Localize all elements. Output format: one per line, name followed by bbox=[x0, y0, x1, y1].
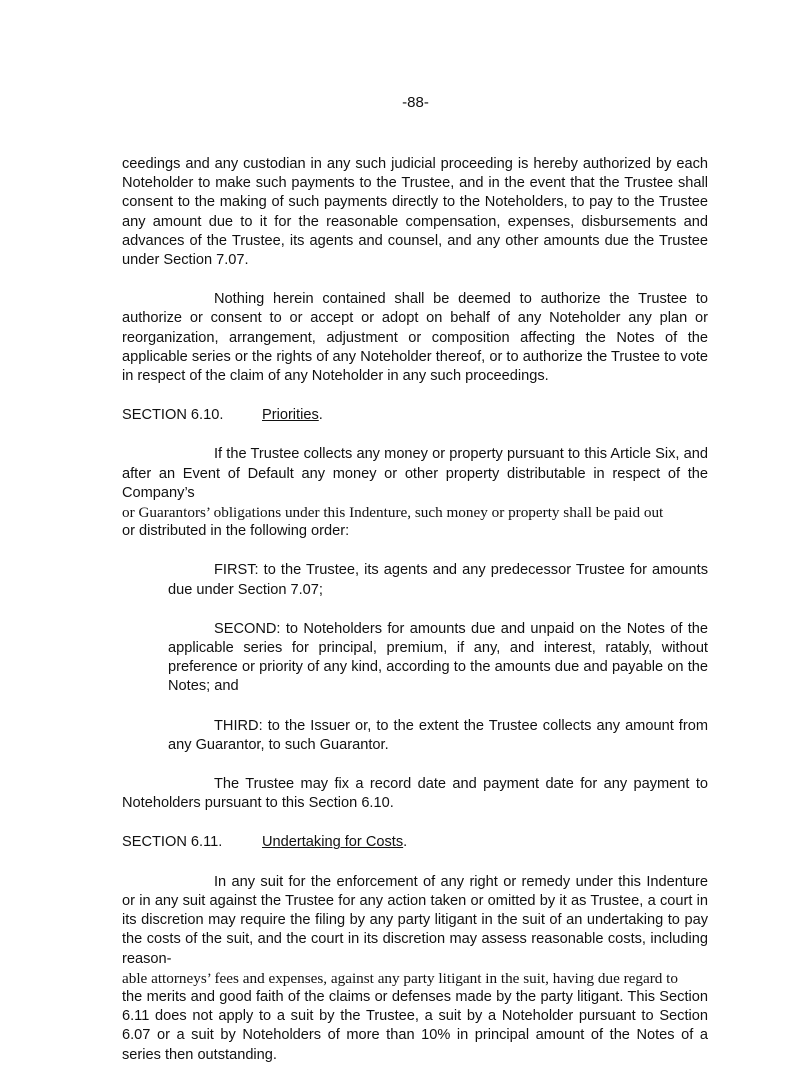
undertaking-text-part-1: In any suit for the enforcement of any right or remedy under this Indenture or in any suit against the Trustee for any action taken or omitted by it as Trustee, a court in its discretion may require the filing by any party litigant in the suit of an undertaking to pay the costs of the suit, and the court in its discretion may assess reasonable costs, including reason- bbox=[122, 873, 708, 967]
priorities-intro-end: or distributed in the following order: bbox=[122, 523, 350, 540]
section-title: Undertaking for Costs bbox=[262, 834, 404, 851]
document-body bbox=[122, 155, 708, 1065]
undertaking-text-part-3: the merits and good faith of the claims or defenses made by the party litigant. This Section 6.11 does not apply to a suit by the Trustee, a suit by a Noteholder pursuant to Section 6.07 or a suit by Noteholders of more than 10% in principal amount of the Notes of a series then outstanding. bbox=[122, 988, 708, 1063]
paragraph-undertaking-for-costs bbox=[122, 873, 708, 1065]
paragraph-proceedings-continued: ceedings and any custodian in any such judicial proceeding is hereby authorized by each Noteholder to make such payments to the Trustee, and in the event that the Trustee shall consent to the making of such payments directly to the Noteholders, to pay to the Trustee any amount due to it for the reasonable compensation, expenses, disbursements and advances of the Trustee, its agents and counsel, and any other amounts due the Trustee under Section 7.07. bbox=[122, 156, 708, 269]
priority-item-first bbox=[168, 561, 708, 599]
section-title: Priorities bbox=[262, 407, 319, 424]
section-6-10-heading bbox=[122, 406, 708, 425]
paragraph-record-date: The Trustee may fix a record date and payment date for any payment to Noteholders pursuant to this Section 6.10. bbox=[122, 776, 708, 812]
page-number: -88- bbox=[402, 94, 429, 111]
paragraph-no-authorization: Nothing herein contained shall be deemed to authorize the Trustee to authorize or consent to or accept or adopt on behalf of any Noteholder any plan or reorganization, arrangement, adjustment or composition affecting the Notes of the applicable series or the rights of any Noteholder thereof, or to authorize the Trustee to vote in respect of the claim of any Noteholder in any such proceedings. bbox=[122, 291, 708, 385]
priority-item-third bbox=[168, 717, 708, 755]
priorities-intro-serif-line: or Guarantors’ obligations under this Indenture, such money or property shall be paid out bbox=[122, 504, 664, 522]
section-number: SECTION 6.11. bbox=[122, 834, 223, 851]
priorities-intro-text: If the Trustee collects any money or property pursuant to this Article Six, and after an Event of Default any money or other property distributable in respect of the Company’s bbox=[122, 446, 708, 501]
section-6-11-heading bbox=[122, 833, 708, 852]
section-title-period: . bbox=[318, 407, 323, 424]
section-title-wrapper bbox=[262, 406, 323, 425]
section-title-wrapper bbox=[262, 833, 407, 852]
priority-item-first-text: FIRST: to the Trustee, its agents and any predecessor Trustee for amounts due under Section 7.07; bbox=[168, 562, 708, 598]
section-title-period: . bbox=[403, 834, 408, 851]
section-number: SECTION 6.10. bbox=[122, 407, 224, 424]
priority-item-third-text: THIRD: to the Issuer or, to the extent the Trustee collects any amount from any Guarantor, to such Guarantor. bbox=[168, 717, 708, 753]
priority-item-second bbox=[168, 620, 708, 697]
paragraph-priorities-intro bbox=[122, 445, 708, 541]
priority-item-second-text: SECOND: to Noteholders for amounts due and unpaid on the Notes of the applicable series for principal, premium, if any, and interest, ratably, without preference or priority of any kind, according to the amounts due and payable on the Notes; and bbox=[168, 620, 708, 695]
undertaking-text-serif-line: able attorneys’ fees and expenses, against any party litigant in the suit, having due regard to bbox=[122, 969, 678, 987]
